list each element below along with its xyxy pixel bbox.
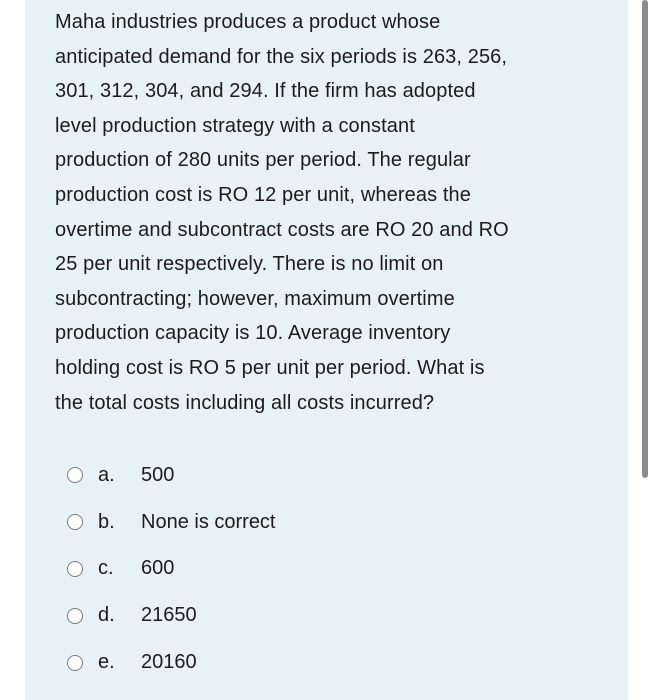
question-line: subcontracting; however, maximum overtime bbox=[55, 287, 455, 310]
option-d[interactable] bbox=[67, 592, 276, 639]
option-text: 500 bbox=[141, 463, 175, 486]
question-line: level production strategy with a constant bbox=[55, 114, 415, 137]
question-line: overtime and subcontract costs are RO 20 and RO bbox=[55, 218, 509, 241]
option-b[interactable] bbox=[67, 499, 276, 546]
option-letter: a. bbox=[98, 463, 115, 486]
option-text: None is correct bbox=[141, 510, 276, 533]
answer-options bbox=[67, 452, 276, 686]
question-line: 25 per unit respectively. There is no limit on bbox=[55, 253, 444, 276]
question-text bbox=[55, 5, 600, 420]
radio-button-d[interactable] bbox=[67, 608, 83, 624]
radio-button-a[interactable] bbox=[67, 467, 83, 483]
question-panel bbox=[25, 0, 628, 700]
option-text: 20160 bbox=[141, 651, 197, 674]
question-line: anticipated demand for the six periods is 263, 256, bbox=[55, 45, 508, 68]
question-line: holding cost is RO 5 per unit per period. What is bbox=[55, 356, 485, 379]
option-letter: d. bbox=[98, 604, 115, 627]
radio-button-b[interactable] bbox=[67, 514, 83, 530]
question-line: 301, 312, 304, and 294. If the firm has adopted bbox=[55, 80, 476, 103]
option-e[interactable] bbox=[67, 639, 276, 686]
question-line: production cost is RO 12 per unit, whereas the bbox=[55, 183, 471, 206]
option-a[interactable] bbox=[67, 452, 276, 499]
option-letter: e. bbox=[98, 651, 115, 674]
question-line: the total costs including all costs incurred? bbox=[55, 391, 435, 414]
option-text: 600 bbox=[141, 557, 175, 580]
option-text: 21650 bbox=[141, 604, 197, 627]
option-c[interactable] bbox=[67, 546, 276, 593]
question-line: production capacity is 10. Average inventory bbox=[55, 322, 451, 345]
question-line: Maha industries produces a product whose bbox=[55, 11, 441, 33]
vertical-scrollbar[interactable] bbox=[642, 0, 648, 478]
radio-button-c[interactable] bbox=[67, 561, 83, 577]
question-line: production of 280 units per period. The regular bbox=[55, 149, 471, 172]
option-letter: b. bbox=[98, 510, 115, 533]
option-letter: c. bbox=[98, 557, 114, 580]
radio-button-e[interactable] bbox=[67, 655, 83, 671]
